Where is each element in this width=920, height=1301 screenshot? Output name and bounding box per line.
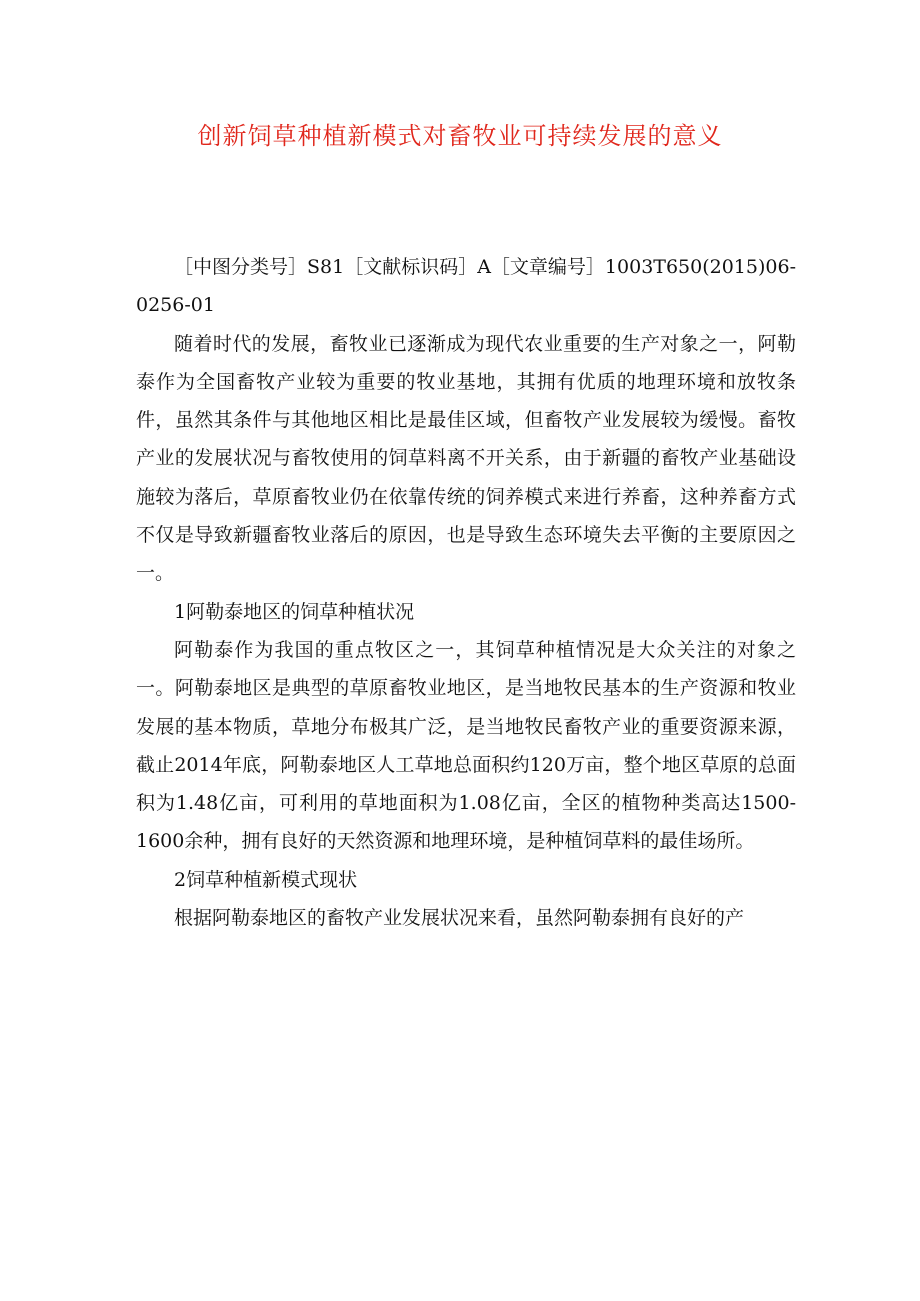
body-paragraph: 根据阿勒泰地区的畜牧产业发展状况来看，虽然阿勒泰拥有良好的产 (174, 907, 745, 930)
document-body (136, 248, 796, 937)
body-paragraph: 阿勒泰作为我国的重点牧区之一，其饲草种植情况是大众关注的对象之一。阿勒泰地区是典型的草原畜牧业地区，是当地牧民基本的生产资源和牧业发展的基本物质，草地分布极其广泛，是当地牧民畜牧产业的重要资源来源，截止2014年底，阿勒泰地区人工草地总面积约120万亩，整个地区草原的总面积为1.48亿亩，可利用的草地面积为1.08亿亩，全区的植物种类高达1500-1600余种，拥有良好的天然资源和地理环境，是种植饲草料的最佳场所。 (136, 638, 796, 853)
body-paragraph: 随着时代的发展，畜牧业已逐渐成为现代农业重要的生产对象之一，阿勒泰作为全国畜牧产业较为重要的牧业基地，其拥有优质的地理环境和放牧条件，虽然其条件与其他地区相比是最佳区域，但畜牧产业发展较为缓慢。畜牧产业的发展状况与畜牧使用的饲草料离不开关系，由于新疆的畜牧产业基础设施较为落后，草原畜牧业仍在依靠传统的饲养模式来进行养畜，这种养畜方式不仅是导致新疆畜牧业落后的原因，也是导致生态环境失去平衡的主要原因之一。 (136, 332, 796, 585)
section-heading: 1阿勒泰地区的饲草种植状况 (174, 600, 415, 623)
section-heading: 2饲草种植新模式现状 (174, 868, 358, 891)
classification-meta: ［中图分类号］S81［文献标识码］A［文章编号］1003T650(2015)06-0256-01 (136, 256, 796, 317)
document-title: 创新饲草种植新模式对畜牧业可持续发展的意义 (197, 122, 723, 150)
